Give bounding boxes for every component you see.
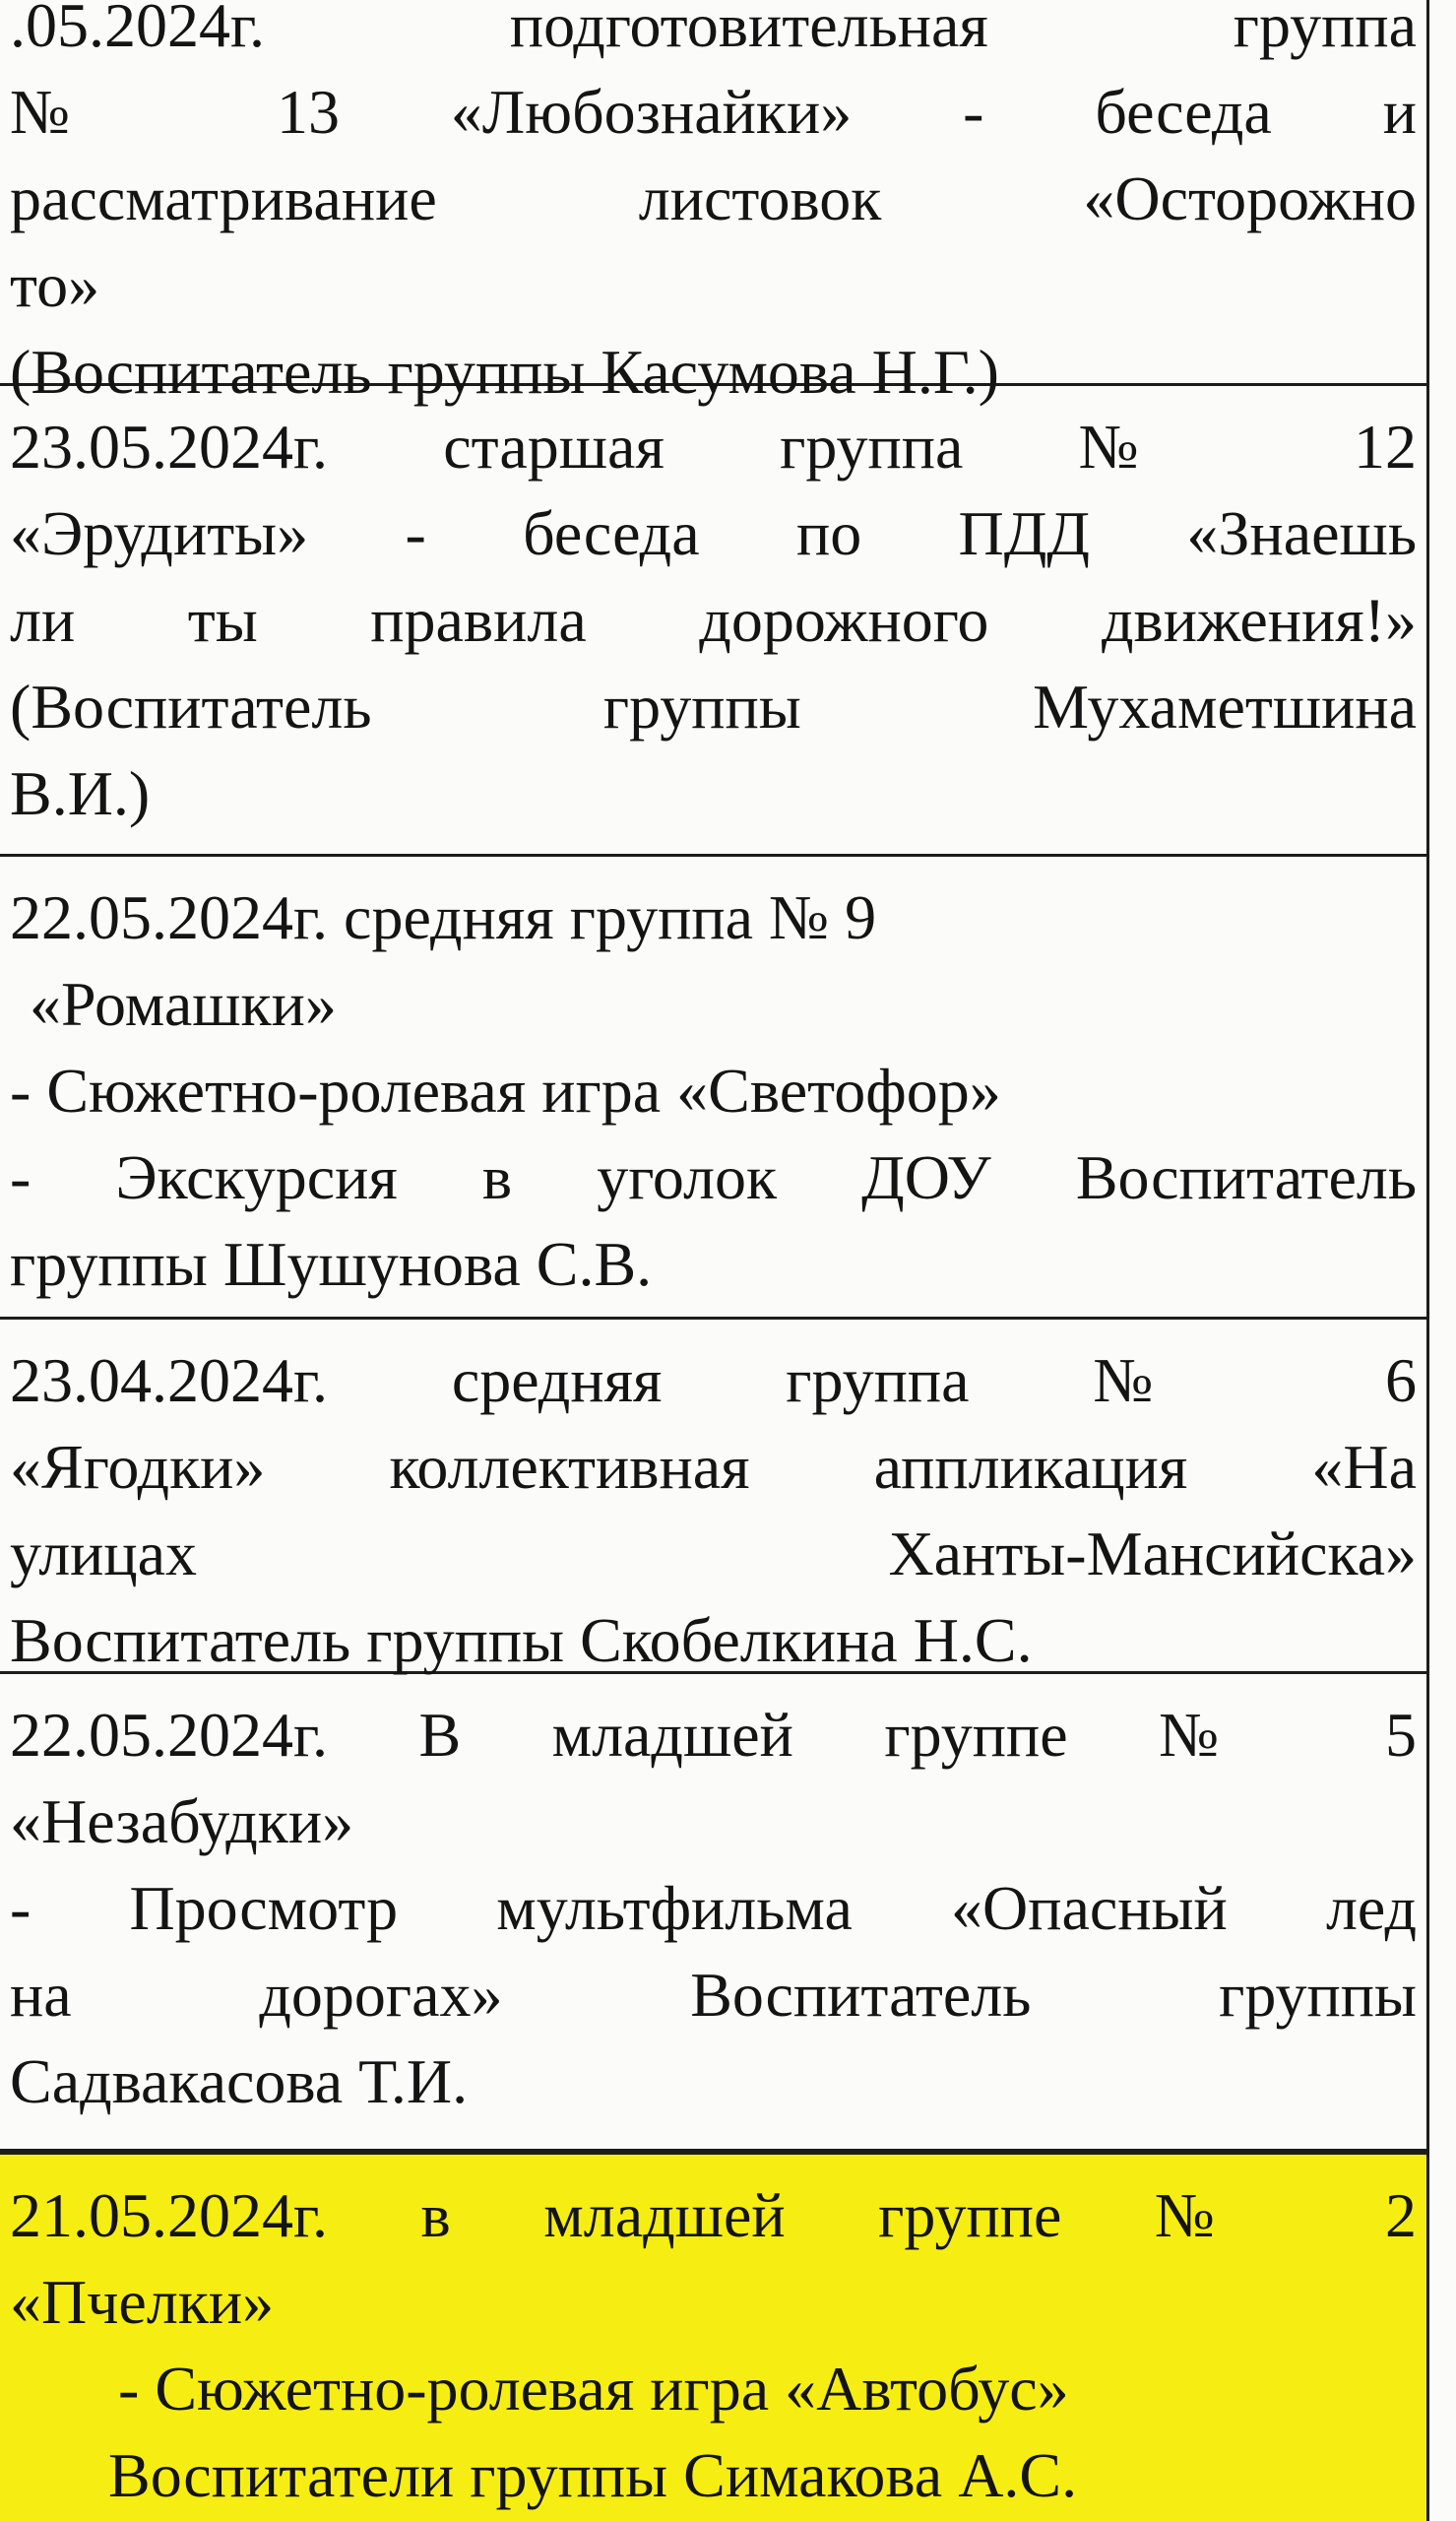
entry-line: «Незабудки» xyxy=(10,1786,354,1856)
entry-line: Садвакасова Т.И. xyxy=(10,2046,469,2116)
entry-line: ли ты правила дорожного движения!» xyxy=(10,585,1417,655)
entry-line: - Просмотр мультфильма «Опасный лед xyxy=(10,1873,1417,1943)
entry-line: - Экскурсия в уголок ДОУ Воспитатель xyxy=(10,1142,1417,1212)
entry-line: 23.04.2024г. средняя группа № 6 xyxy=(10,1345,1417,1415)
entry-line: «Ромашки» xyxy=(30,969,337,1039)
table-row xyxy=(0,1320,1429,1674)
entry-line: Воспитатель группы Скобелкина Н.С. xyxy=(10,1605,1033,1675)
entry-line: - Сюжетно-ролевая игра «Автобус» xyxy=(118,2354,1069,2424)
highlighted-table-row xyxy=(0,2152,1429,2521)
entry-line: 22.05.2024г. В младшей группе № 5 xyxy=(10,1700,1417,1770)
entry-line: (Воспитатель группы Касумова Н.Г.) xyxy=(10,337,999,407)
table-row xyxy=(0,386,1429,857)
entry-line: группы Шушунова С.В. xyxy=(10,1229,653,1299)
entry-line: 21.05.2024г. в младшей группе № 2 xyxy=(10,2180,1417,2250)
entry-line: 22.05.2024г. средняя группа № 9 xyxy=(10,882,877,952)
table-row xyxy=(0,0,1429,407)
entry-line: рассматривание листовок «Осторожно xyxy=(10,163,1417,233)
entry-line: (Воспитатель группы Мухаметшина xyxy=(10,672,1417,742)
entry-line: «Эрудиты» - беседа по ПДД «Знаешь xyxy=(10,498,1417,568)
entry-line: - Сюжетно-ролевая игра «Светофор» xyxy=(10,1056,1001,1126)
entry-line: «Пчелки» xyxy=(10,2267,275,2337)
table-row xyxy=(0,857,1429,1320)
entry-line: то» xyxy=(10,250,100,320)
table-row xyxy=(0,1674,1429,2152)
entry-line: улицах Ханты-Мансийска» xyxy=(10,1519,1417,1588)
entry-line: .05.2024г. подготовительная группа xyxy=(10,0,1417,60)
entry-line: 23.05.2024г. старшая группа № 12 xyxy=(10,412,1417,482)
entry-line: на дорогах» Воспитатель группы xyxy=(10,1960,1417,2030)
entry-line: В.И.) xyxy=(10,758,151,828)
entry-line: № 13 «Любознайки» - беседа и xyxy=(10,77,1417,147)
entry-line: Воспитатели группы Симакова А.С. xyxy=(108,2440,1078,2510)
entry-line: «Ягодки» коллективная аппликация «На xyxy=(10,1432,1417,1502)
